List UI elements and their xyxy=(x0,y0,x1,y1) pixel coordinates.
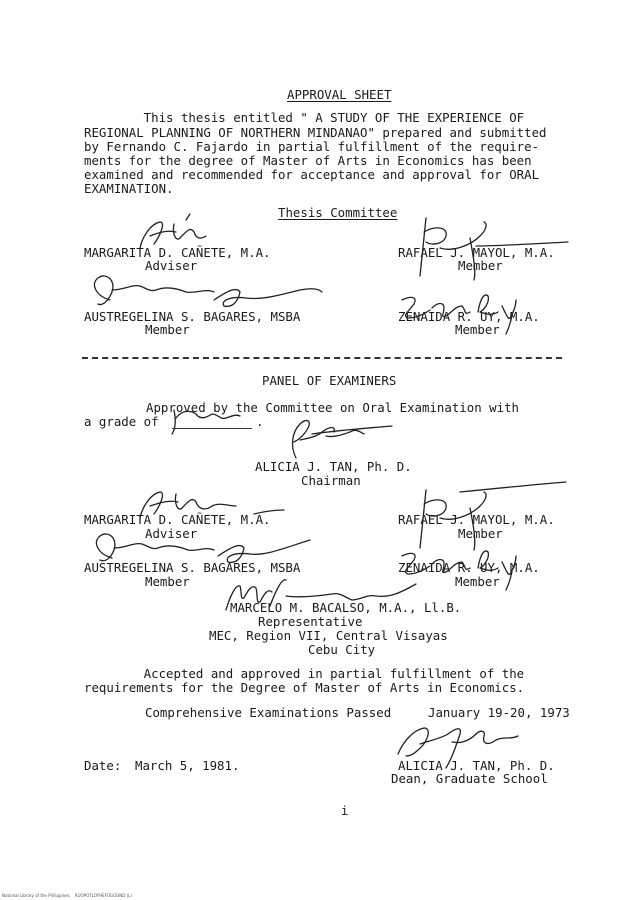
grade-underline xyxy=(172,428,252,429)
chairman-role: Chairman xyxy=(301,473,361,488)
committee-member-role: Member xyxy=(145,322,190,337)
panel-member-name: RAFAEL J. MAYOL, M.A. xyxy=(398,512,555,527)
comprehensive-label: Comprehensive Examinations Passed xyxy=(145,705,392,720)
panel-heading: PANEL OF EXAMINERS xyxy=(262,373,397,388)
thesis-committee-heading: Thesis Committee xyxy=(278,205,398,220)
acceptance-line: requirements for the Degree of Master of Arts in Economics. xyxy=(84,680,525,695)
grade-suffix: . xyxy=(256,414,264,429)
page-title: APPROVAL SHEET xyxy=(287,87,392,102)
representative-city: Cebu City xyxy=(308,642,376,657)
grade-prefix: a grade of xyxy=(84,414,159,429)
intro-line: examined and recommended for acceptance and approval for ORAL xyxy=(84,167,540,182)
committee-member-role: Member xyxy=(458,258,503,273)
dean-title: Dean, Graduate School xyxy=(391,771,548,786)
panel-member-name: MARGARITA D. CAÑETE, M.A. xyxy=(84,512,271,527)
panel-member-role: Member xyxy=(455,574,500,589)
committee-member-name: AUSTREGELINA S. BAGARES, MSBA xyxy=(84,309,301,324)
signature-bagares-1 xyxy=(94,276,322,306)
committee-member-name: ZENAIDA R. UY, M.A. xyxy=(398,309,540,324)
committee-member-name: RAFAEL J. MAYOL, M.A. xyxy=(398,245,555,260)
panel-member-role: Adviser xyxy=(145,526,198,541)
footer-note: National Library of the Philippines RUOPOTLOYHEFOGOUND (L) xyxy=(2,893,132,898)
chairman-name: ALICIA J. TAN, Ph. D. xyxy=(255,459,412,474)
panel-member-name: AUSTREGELINA S. BAGARES, MSBA xyxy=(84,560,301,575)
dashed-divider xyxy=(82,357,562,359)
committee-member-name: MARGARITA D. CAÑETE, M.A. xyxy=(84,245,271,260)
intro-line: by Fernando C. Fajardo in partial fulfillment of the require- xyxy=(84,139,540,154)
page-number: i xyxy=(341,804,349,818)
signature-canete-1 xyxy=(140,214,206,248)
committee-member-role: Member xyxy=(455,322,500,337)
approved-line: Approved by the Committee on Oral Examination with xyxy=(146,400,519,415)
representative-role: Representative xyxy=(258,614,363,629)
intro-line: EXAMINATION. xyxy=(84,181,174,196)
intro-line: REGIONAL PLANNING OF NORTHERN MINDANAO" prepared and submitted xyxy=(84,125,547,140)
acceptance-line: Accepted and approved in partial fulfillment of the xyxy=(84,666,525,681)
intro-line: This thesis entitled " A STUDY OF THE EXPERIENCE OF xyxy=(84,110,525,125)
comprehensive-date: January 19-20, 1973 xyxy=(428,705,570,720)
committee-member-role: Adviser xyxy=(145,258,198,273)
panel-member-role: Member xyxy=(458,526,503,541)
representative-name: MARCELO M. BACALSO, M.A., Ll.B. xyxy=(230,600,462,615)
date-value: March 5, 1981. xyxy=(135,758,240,773)
panel-member-name: ZENAIDA R. UY, M.A. xyxy=(398,560,540,575)
panel-member-role: Member xyxy=(145,574,190,589)
date-label: Date: xyxy=(84,758,122,773)
intro-line: ments for the degree of Master of Arts in Economics has been xyxy=(84,153,532,168)
signature-tan-chair xyxy=(293,421,392,458)
representative-office: MEC, Region VII, Central Visayas xyxy=(209,628,448,643)
dean-name: ALICIA J. TAN, Ph. D. xyxy=(398,758,555,773)
signature-bagares-2 xyxy=(96,534,310,562)
